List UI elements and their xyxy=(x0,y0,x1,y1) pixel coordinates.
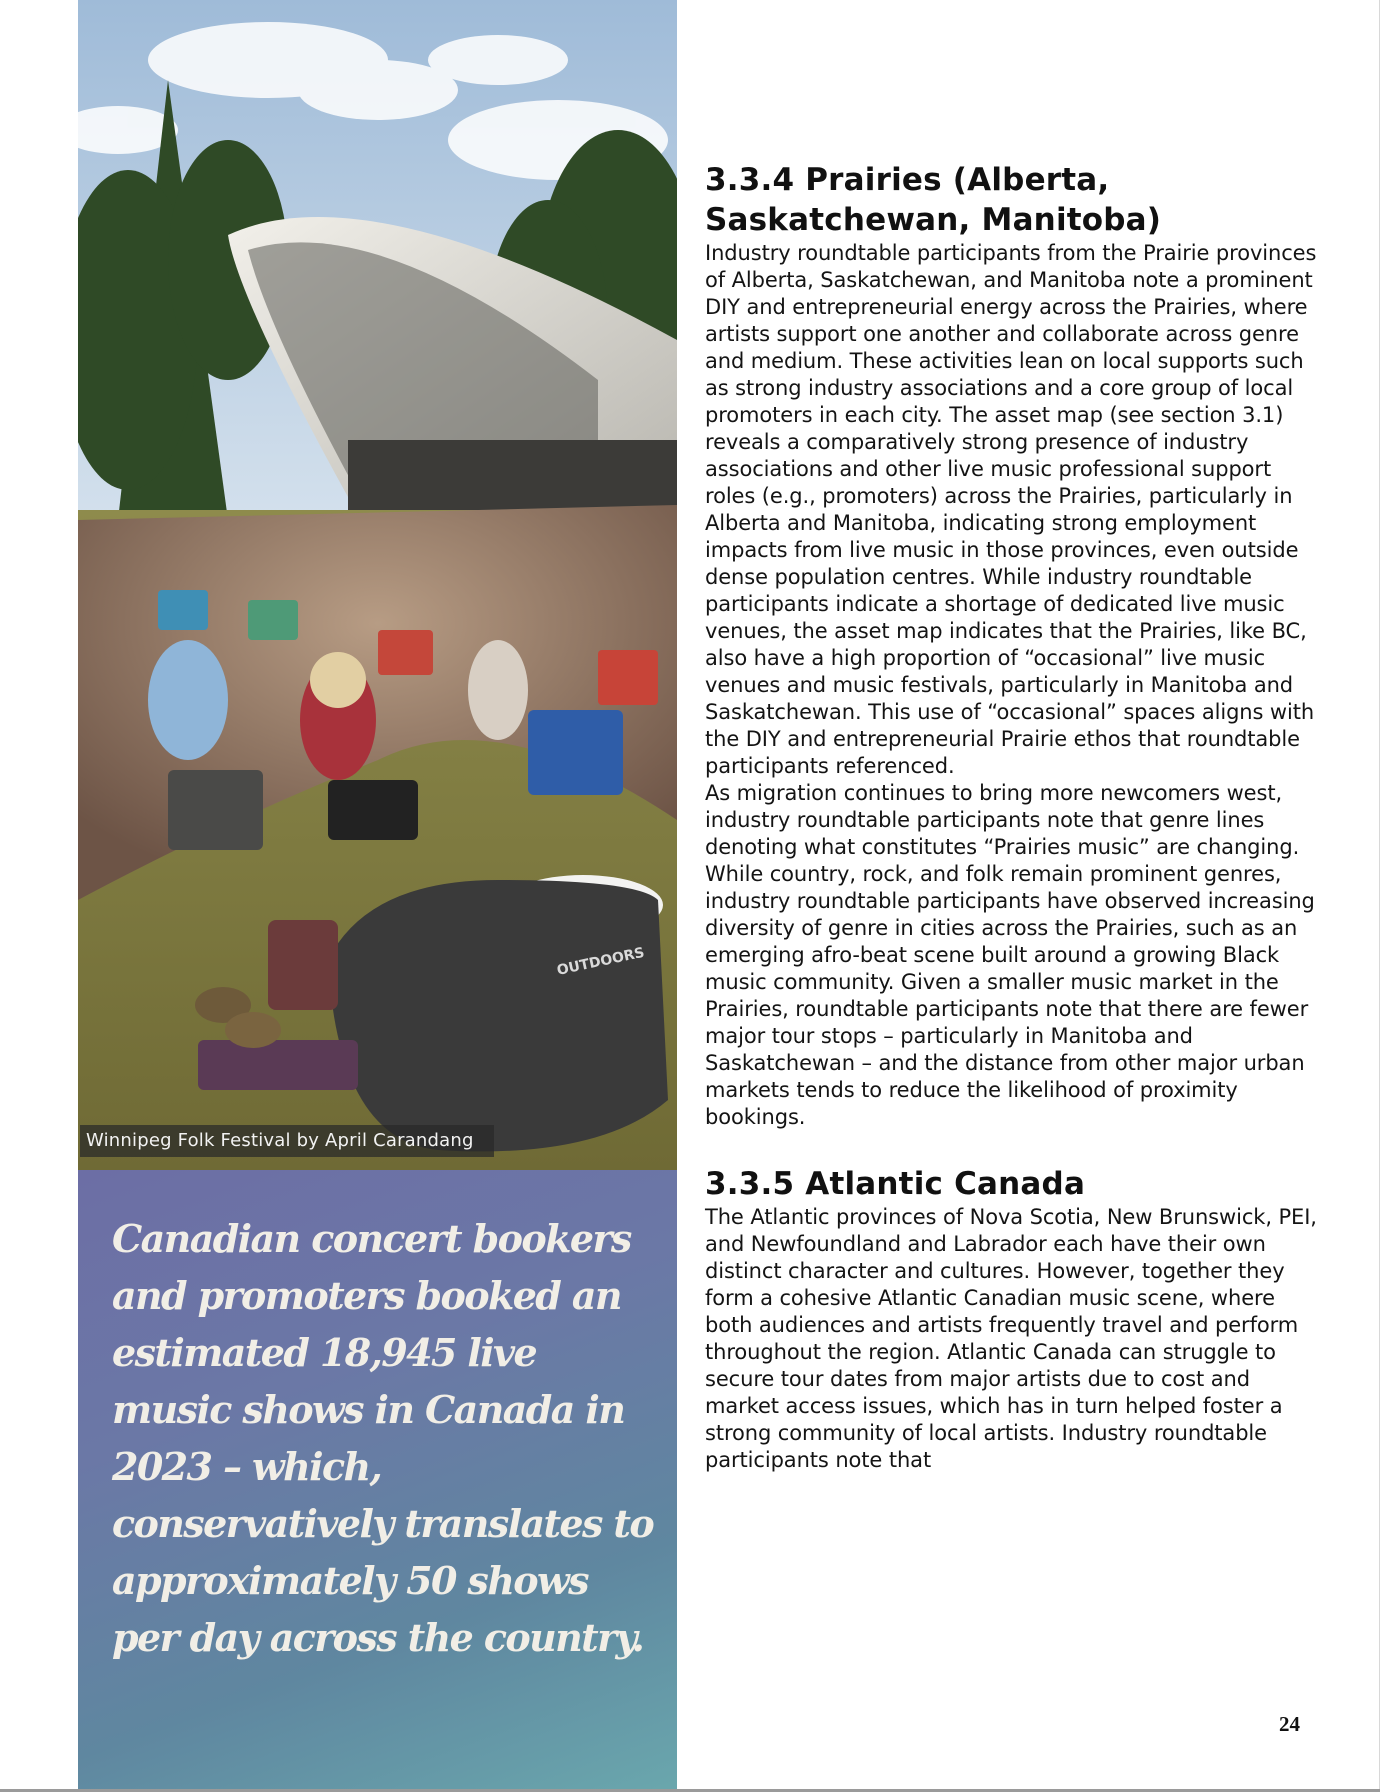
atlantic-paragraph-1: The Atlantic provinces of Nova Scotia, New Brunswick, PEI, and Newfoundland and Labrador each have their own distinct character and cultures. However, together they form a cohesive Atlantic Canadian music scene, where both audiences and artists frequently travel and perform throughout the region. Atlantic Canada can struggle to secure tour dates from major artists due to cost and market access issues, which has in turn helped foster a strong community of local artists. Industry roundtable participants note that xyxy=(705,1205,1317,1472)
section-heading-atlantic: 3.3.5 Atlantic Canada xyxy=(705,1166,1086,1202)
pull-quote-panel xyxy=(78,1170,677,1792)
inflatable-lounger xyxy=(328,880,668,1151)
prairies-paragraph-2: As migration continues to bring more newcomers west, industry roundtable participants note that genre lines denoting what constitutes “Prairies music” are changing. While country, rock, and folk remain prominent genres, industry roundtable participants have observed increasing diversity of genre in cities across the Prairies, such as an emerging afro-beat scene built around a growing Black music community. Given a smaller music market in the Prairies, roundtable participants note that there are fewer major tour stops – particularly in Manitoba and Saskatchewan – and the distance from other major urban markets tends to reduce the likelihood of proximity bookings. xyxy=(705,781,1315,1129)
page-number: 24 xyxy=(1279,1712,1300,1736)
festival-photo-illustration xyxy=(78,0,677,1170)
prairies-paragraph-1: Industry roundtable participants from the Prairie provinces of Alberta, Saskatchewan, and Manitoba note a prominent DIY and entrepreneurial energy across the Prairies, where artists support one another and collaborate across genre and medium. These activities lean on local supports such as strong industry associations and a core group of local promoters in each city. The asset map (see section 3.1) reveals a comparatively strong presence of industry associations and other live music professional support roles (e.g., promoters) across the Prairies, particularly in Alberta and Manitoba, indicating strong employment impacts from live music in those provinces, even outside dense population centres. While industry roundtable participants indicate a shortage of dedicated live music venues, the asset map indicates that the Prairies, like BC, also have a high proportion of “occasional” live music venues and music festivals, particularly in Manitoba and Saskatchewan. This use of “occasional” spaces aligns with the DIY and entrepreneurial Prairie ethos that roundtable participants referenced. xyxy=(705,241,1317,778)
pull-quote: Canadian concert bookers and promoters booked an estimated 18,945 live music shows in Canada in 2023 – which, conservatively translates to approximately 50 shows per day across the country. xyxy=(112,1216,654,1660)
lounger-brand-text: OUTDOORS xyxy=(555,944,646,979)
photo-caption: Winnipeg Folk Festival by April Carandang xyxy=(80,1125,494,1157)
article-content xyxy=(705,160,1325,1474)
festival-photo xyxy=(78,0,677,1170)
section-heading-prairies: 3.3.4 Prairies (Alberta, Saskatchewan, Manitoba) xyxy=(705,162,1162,238)
